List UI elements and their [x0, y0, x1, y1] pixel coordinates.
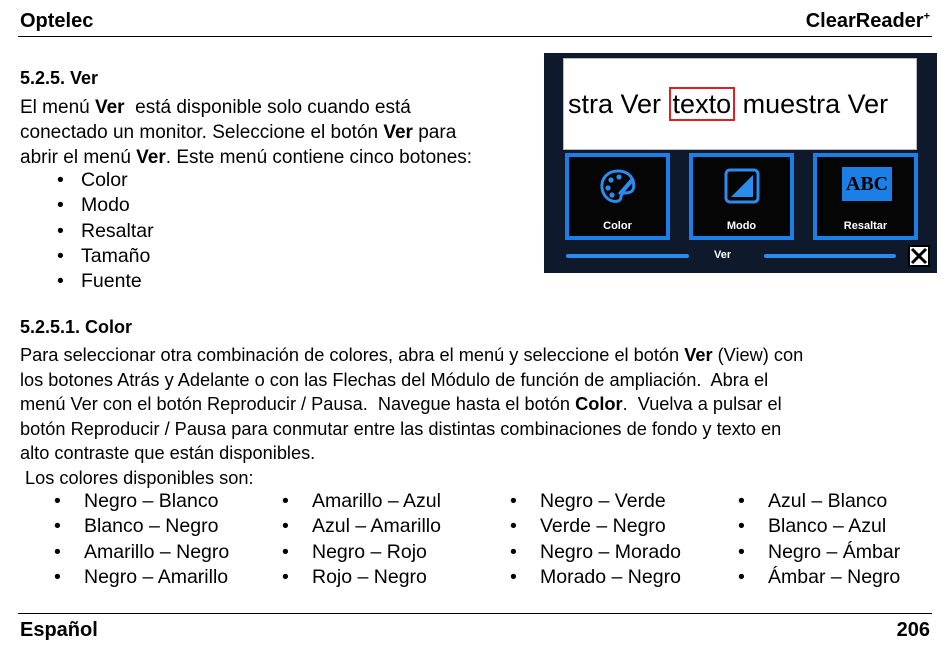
paragraph-line	[20, 343, 803, 368]
header-product	[806, 10, 930, 33]
text-run: El menú	[20, 97, 95, 118]
list-item: • Blanco – Negro	[18, 514, 229, 539]
device-screen	[544, 53, 937, 273]
list-item: • Negro – Amarillo	[18, 565, 229, 590]
close-icon	[910, 247, 928, 265]
list-item: • Azul – Blanco	[702, 489, 900, 514]
footer-rule	[18, 613, 932, 614]
text-run: menú Ver con el botón Reproducir / Pausa. Navegue hasta el botón	[20, 394, 576, 414]
list-item: • Amarillo – Negro	[18, 540, 229, 565]
product-sup: +	[923, 10, 930, 23]
bold-text-run: Ver	[94, 97, 125, 118]
resaltar-button-label: Resaltar	[843, 220, 888, 232]
menu-slider-left	[566, 254, 689, 258]
section-color-paragraph	[20, 343, 803, 490]
reading-text-after: muestra Ver	[735, 89, 889, 119]
paragraph-line	[20, 466, 803, 491]
header-brand: Optelec	[20, 10, 94, 32]
text-run: (View) con	[712, 345, 804, 365]
abc-label: ABC	[845, 173, 889, 195]
paragraph-line	[20, 120, 472, 145]
header-rule	[18, 36, 932, 37]
color-button-label: Color	[603, 220, 632, 232]
reading-text-bar	[563, 58, 917, 150]
list-item: • Negro – Morado	[474, 540, 681, 565]
list-item: • Resaltar	[20, 219, 154, 244]
text-run: . Este menú contiene cinco botones:	[165, 147, 473, 168]
list-item: • Blanco – Azul	[702, 514, 900, 539]
text-run: está disponible solo cuando está	[124, 97, 411, 118]
section-heading-ver: 5.2.5. Ver	[20, 68, 99, 88]
color-column-3	[474, 489, 681, 590]
paragraph-line	[20, 368, 803, 393]
product-name: ClearReader	[805, 10, 924, 32]
list-item: • Negro – Blanco	[18, 489, 229, 514]
bold-text-run: Ver	[136, 147, 166, 168]
list-item: • Negro – Ámbar	[702, 540, 900, 565]
list-item: • Amarillo – Azul	[246, 489, 441, 514]
paragraph-line	[20, 417, 803, 442]
text-run: conectado un monitor. Seleccione el botón	[20, 122, 384, 143]
text-run: . Vuelva a pulsar el	[622, 394, 782, 414]
paragraph-line	[20, 145, 472, 170]
text-run: para	[412, 122, 457, 143]
text-run: Para seleccionar otra combinación de colores, abra el menú y seleccione el botón	[20, 345, 685, 365]
color-column-1	[18, 489, 229, 590]
contrast-mode-icon	[722, 167, 762, 207]
paragraph-line	[20, 441, 803, 466]
modo-button[interactable]	[689, 153, 794, 240]
section-ver-paragraph	[20, 95, 472, 170]
list-item: • Negro – Verde	[474, 489, 681, 514]
color-column-4	[702, 489, 900, 590]
text-run: botón Reproducir / Pausa para conmutar entre las distintas combinaciones de fondo y texto en	[20, 418, 782, 439]
text-run: alto contraste que están disponibles.	[20, 443, 316, 463]
bold-text-run: Ver	[383, 122, 413, 143]
abc-highlight-icon	[842, 167, 892, 201]
paragraph-line	[20, 95, 472, 120]
list-item: • Negro – Rojo	[246, 540, 441, 565]
list-item: • Modo	[20, 193, 154, 218]
text-run: abrir el menú	[20, 147, 137, 168]
palette-icon	[598, 167, 638, 207]
menu-slider-right	[764, 254, 896, 258]
reading-text	[568, 89, 888, 120]
list-item: • Verde – Negro	[474, 514, 681, 539]
page-number: 206	[896, 619, 930, 641]
list-item: • Rojo – Negro	[246, 565, 441, 590]
list-item: • Color	[20, 168, 154, 193]
highlighted-word: texto	[669, 87, 736, 121]
list-item: • Tamaño	[20, 244, 154, 269]
bold-text-run: Ver	[684, 345, 713, 365]
modo-button-label: Modo	[726, 220, 757, 232]
section-heading-color: 5.2.5.1. Color	[20, 317, 133, 337]
list-item: • Morado – Negro	[474, 565, 681, 590]
color-button[interactable]	[565, 153, 670, 240]
text-run: Los colores disponibles son:	[20, 467, 254, 488]
text-run: los botones Atrás y Adelante o con las Flechas del Módulo de función de ampliación. Abra el	[20, 369, 769, 390]
list-item: • Ámbar – Negro	[702, 565, 900, 590]
color-column-2	[246, 489, 441, 590]
reading-text-before: stra Ver	[568, 89, 669, 119]
paragraph-line	[20, 392, 803, 417]
list-item: • Fuente	[20, 269, 154, 294]
menu-title: Ver	[714, 249, 732, 261]
resaltar-button[interactable]	[813, 153, 918, 240]
footer-language: Español	[20, 619, 98, 641]
bold-text-run: Color	[575, 394, 623, 414]
close-button[interactable]	[908, 245, 930, 267]
ver-menu-list	[20, 168, 154, 294]
list-item: • Azul – Amarillo	[246, 514, 441, 539]
